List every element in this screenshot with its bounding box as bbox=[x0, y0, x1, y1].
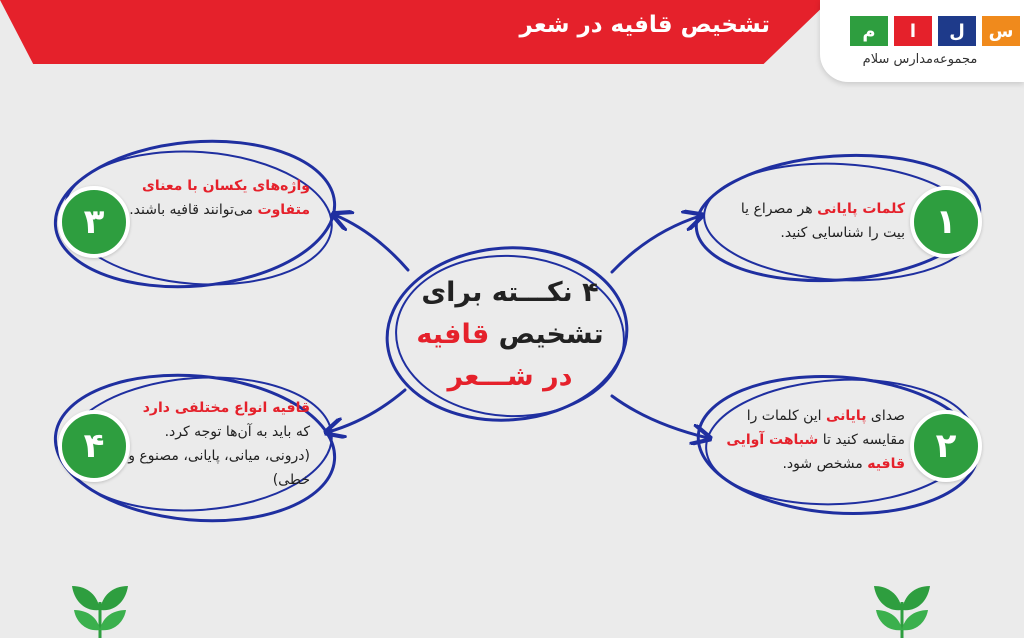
note-1-highlight: کلمات پایانی bbox=[817, 201, 905, 217]
badge-1: ۱ bbox=[910, 186, 982, 258]
note-1-text: هر مصراع یا بیت را شناسایی کنید. bbox=[740, 201, 905, 241]
center-line-3: در شـــعر bbox=[447, 361, 573, 392]
center-line-2-text: تشخیص bbox=[489, 319, 604, 350]
note-2-highlight-2: شباهت آوایی قافیه bbox=[726, 432, 905, 472]
center-line-2 bbox=[395, 314, 625, 356]
note-3-text: می‌توانند قافیه باشند. bbox=[129, 202, 258, 218]
note-4-extra: (درونی، میانی، پایانی، مصنوع و خطی) bbox=[128, 448, 310, 488]
center-line-1: ۴ نکـــته برای bbox=[421, 277, 599, 308]
note-3-highlight: واژه‌های یکسان با معنای متفاوت bbox=[142, 178, 310, 218]
badge-3: ۳ bbox=[58, 186, 130, 258]
logo-tile-1: م bbox=[850, 16, 888, 46]
note-1 bbox=[720, 197, 905, 245]
arrow-to-note-2 bbox=[612, 396, 708, 438]
center-title bbox=[395, 272, 625, 398]
center-highlight: قافیه bbox=[416, 319, 490, 350]
note-4-text: که باید به آن‌ها توجه کرد. bbox=[164, 424, 310, 440]
badge-2: ۲ bbox=[910, 410, 982, 482]
note-3 bbox=[125, 174, 310, 222]
page-title: تشخیص قافیه در شعر bbox=[519, 12, 770, 38]
note-2-highlight-1: پایانی bbox=[826, 408, 867, 424]
note-2 bbox=[720, 404, 905, 476]
arrow-to-note-4 bbox=[328, 390, 405, 432]
note-2-text-1: صدای bbox=[866, 408, 905, 424]
arrow-to-note-1 bbox=[612, 216, 700, 272]
sprout-icon bbox=[872, 582, 932, 638]
logo-tile-3: ل bbox=[938, 16, 976, 46]
logo-tile-4: س bbox=[982, 16, 1020, 46]
note-2-text-3: مشخص شود. bbox=[782, 456, 868, 472]
note-2-text-2: این کلمات را مقایسه کنید تا bbox=[746, 408, 905, 448]
arrow-to-note-3 bbox=[335, 215, 408, 270]
sprout-icon bbox=[70, 582, 130, 638]
logo-tile-2: ا bbox=[894, 16, 932, 46]
badge-4: ۴ bbox=[58, 410, 130, 482]
note-4 bbox=[125, 396, 310, 492]
note-4-highlight: قافیه انواع مختلفی دارد bbox=[142, 400, 310, 416]
logo-caption: مجموعه‌مدارس سلام bbox=[862, 52, 978, 67]
